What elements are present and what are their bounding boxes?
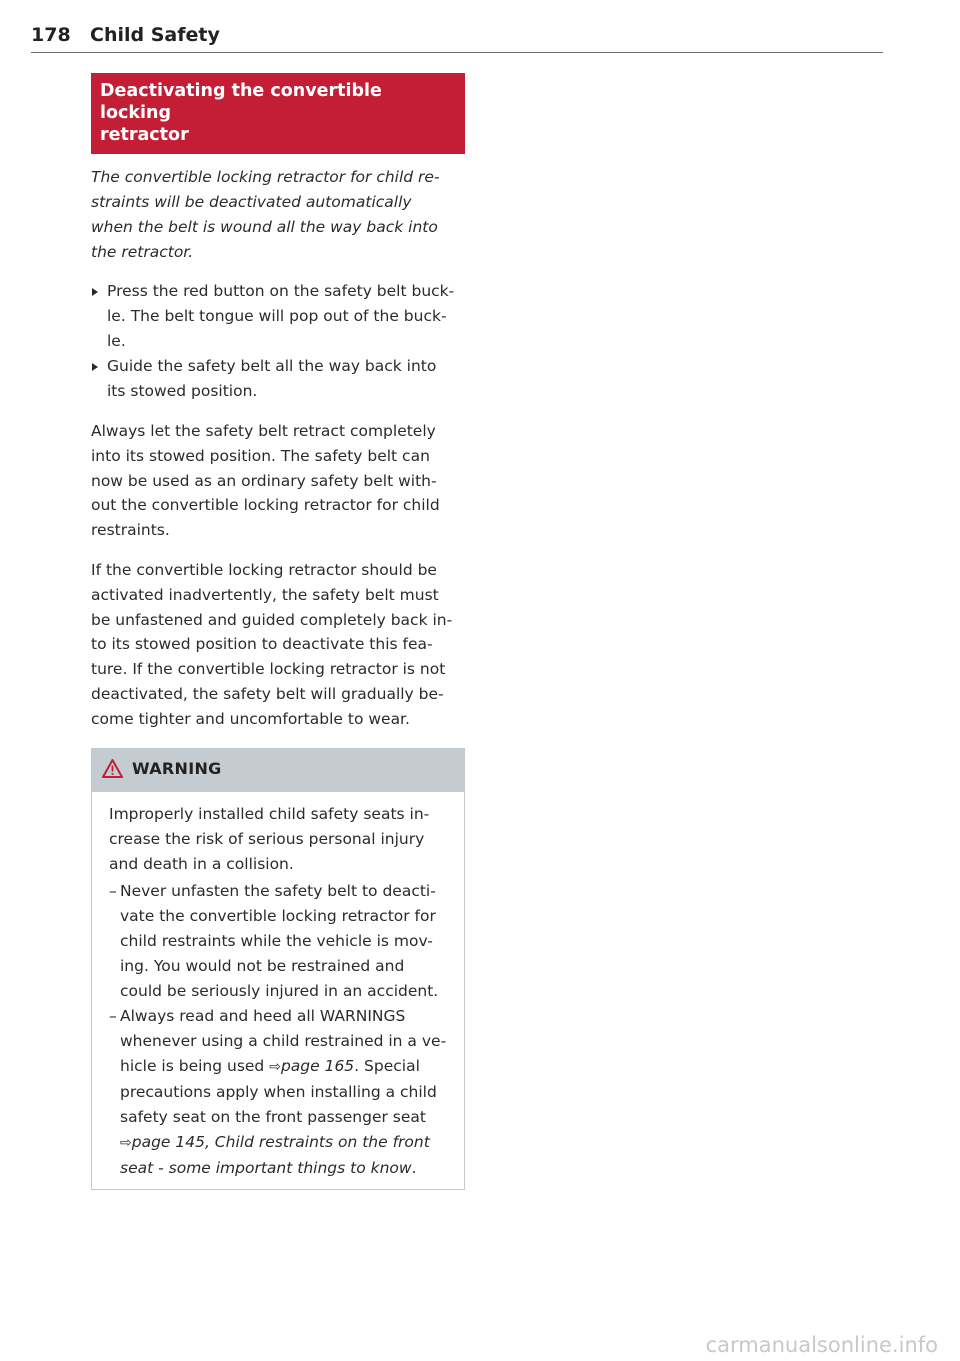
topic-heading-line: retractor: [100, 125, 189, 145]
paragraph-line: to its stowed position to deactivate this fea-: [91, 635, 433, 654]
warning-triangle-icon: [102, 759, 123, 778]
paragraph-line: deactivated, the safety belt will gradually be-: [91, 684, 444, 703]
warning-list-item: [109, 1004, 450, 1181]
step-line: le.: [107, 332, 126, 350]
body-paragraph: [91, 419, 465, 543]
page-reference-link[interactable]: page 145, Child restraints on the front: [131, 1132, 430, 1151]
warning-line: [120, 1054, 450, 1080]
warning-line: crease the risk of serious personal injury: [109, 829, 425, 848]
page-ref-arrow-icon: ⇨: [120, 1134, 132, 1151]
warning-intro: [109, 802, 450, 877]
section-title: Child Safety: [90, 24, 220, 46]
warning-line: – Never unfasten the safety belt to deacti-: [120, 881, 436, 900]
warning-line: could be seriously injured in an accident.: [120, 981, 439, 1000]
arrow-right-icon: [92, 288, 98, 296]
warning-line: Improperly installed child safety seats in-: [109, 804, 430, 823]
page-reference-link[interactable]: seat - some important things to know: [120, 1158, 412, 1177]
intro-text: [91, 165, 465, 265]
warning-title: WARNING: [132, 758, 222, 778]
paragraph-line: be unfastened and guided completely back in-: [91, 610, 453, 629]
warning-line: [120, 1130, 450, 1156]
paragraph-line: restraints.: [91, 521, 170, 540]
paragraph-line: now be used as an ordinary safety belt with-: [91, 471, 437, 490]
paragraph-line: Always let the safety belt retract completely: [91, 422, 436, 440]
paragraph-line: come tighter and uncomfortable to wear.: [91, 709, 410, 728]
warning-line: – Always read and heed all WARNINGS: [120, 1006, 406, 1025]
step-item: [91, 354, 465, 404]
warning-line: safety seat on the front passenger seat: [120, 1107, 426, 1126]
intro-line: The convertible locking retractor for child re-: [91, 168, 440, 186]
warning-line: and death in a collision.: [109, 854, 294, 873]
page-number: 178: [31, 24, 71, 46]
watermark: carmanualsonline.info: [705, 1333, 938, 1357]
warning-header: [92, 749, 464, 792]
step-line: le. The belt tongue will pop out of the buck-: [107, 307, 447, 325]
warning-list: [109, 879, 450, 1181]
topic-heading-line: Deactivating the convertible locking: [100, 81, 382, 123]
warning-list-item: [109, 879, 450, 1004]
warning-line: child restraints while the vehicle is mov-: [120, 931, 433, 950]
step-line: Press the red button on the safety belt buck-: [107, 282, 455, 300]
warning-line: precautions apply when installing a child: [120, 1082, 437, 1101]
warning-line-text: . Special: [354, 1056, 420, 1075]
paragraph-line: out the convertible locking retractor for child: [91, 496, 440, 515]
page-ref-arrow-icon: ⇨: [269, 1058, 281, 1075]
warning-line-text: .: [411, 1158, 417, 1177]
body-paragraph: [91, 558, 465, 732]
paragraph-line: ture. If the convertible locking retractor is not: [91, 660, 446, 679]
paragraph-line: activated inadvertently, the safety belt must: [91, 585, 439, 604]
paragraph-line: If the convertible locking retractor should be: [91, 560, 437, 579]
warning-line: whenever using a child restrained in a ve-: [120, 1031, 447, 1050]
header-divider: [31, 52, 883, 53]
warning-line: vate the convertible locking retractor for: [120, 906, 436, 925]
topic-heading: [91, 73, 465, 154]
warning-box: [91, 748, 465, 1190]
warning-line: ing. You would not be restrained and: [120, 956, 405, 975]
intro-line: straints will be deactivated automatically: [91, 193, 412, 211]
warning-body: [92, 792, 464, 1189]
paragraph-line: into its stowed position. The safety belt can: [91, 446, 430, 465]
intro-line: when the belt is wound all the way back into: [91, 218, 438, 236]
content-column: [91, 73, 465, 1190]
page-reference-link[interactable]: page 165: [280, 1056, 355, 1075]
step-item: [91, 279, 465, 354]
step-line: its stowed position.: [107, 382, 258, 400]
arrow-right-icon: [92, 363, 98, 371]
warning-line-text: hicle is being used: [120, 1056, 270, 1075]
warning-line: [120, 1156, 450, 1181]
step-list: [91, 279, 465, 404]
intro-line: the retractor.: [91, 243, 194, 261]
step-line: Guide the safety belt all the way back into: [107, 357, 437, 375]
page-header: [31, 22, 883, 54]
